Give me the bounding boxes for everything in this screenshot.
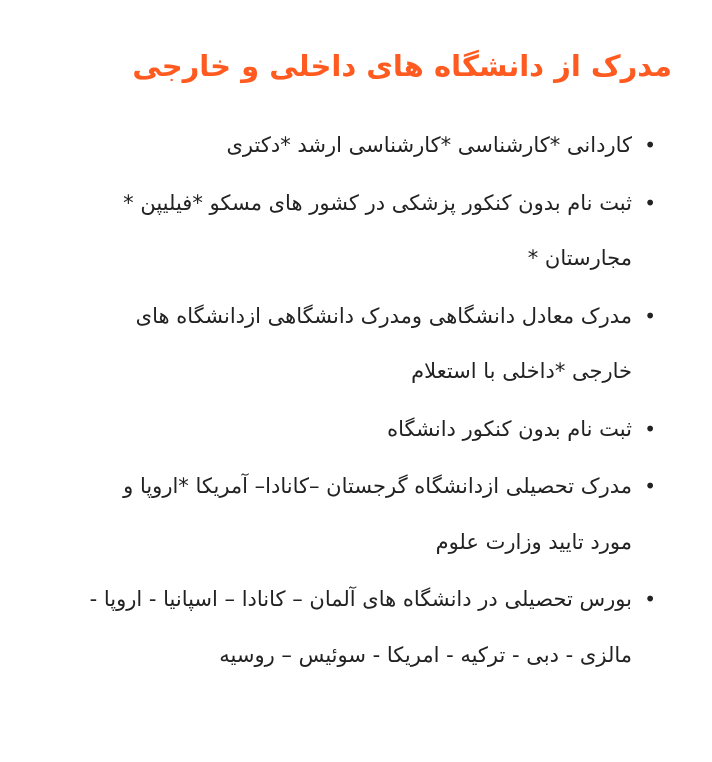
bullet-icon: • — [644, 587, 656, 611]
page-title: مدرک از دانشگاه های داخلی و خارجی — [132, 49, 672, 83]
bullet-icon: • — [644, 474, 656, 498]
list-item-text: کاردانی *کارشناسی *کارشناسی ارشد *دکتری — [226, 133, 632, 157]
feature-list — [87, 118, 656, 685]
list-item — [87, 176, 656, 287]
list-item-text: ثبت نام بدون کنکور پزشکی در کشور های مسکو *فیلیپن * مجارستان * — [123, 190, 632, 270]
bullet-icon: • — [644, 133, 656, 157]
list-item — [87, 459, 656, 570]
bullet-icon: • — [644, 416, 656, 441]
bullet-icon: • — [644, 190, 656, 215]
list-item — [87, 289, 656, 400]
list-item-text: بورس تحصیلی در دانشگاه های آلمان – کانادا – اسپانیا - اروپا - مالزی - دبی - ترکیه - امریکا - سوئیس – روسیه — [89, 587, 632, 667]
list-item-text: ثبت نام بدون کنکور دانشگاه — [387, 416, 632, 441]
list-item — [87, 572, 656, 683]
list-item — [87, 118, 656, 174]
bullet-icon: • — [644, 303, 656, 328]
list-item — [87, 402, 656, 458]
list-item-text: مدرک معادل دانشگاهی ومدرک دانشگاهی ازدانشگاه های خارجی *داخلی با استعلام — [135, 303, 632, 383]
list-item-text: مدرک تحصیلی ازدانشگاه گرجستان –کانادا– آمریکا *اروپا و مورد تایید وزارت علوم — [123, 474, 632, 554]
